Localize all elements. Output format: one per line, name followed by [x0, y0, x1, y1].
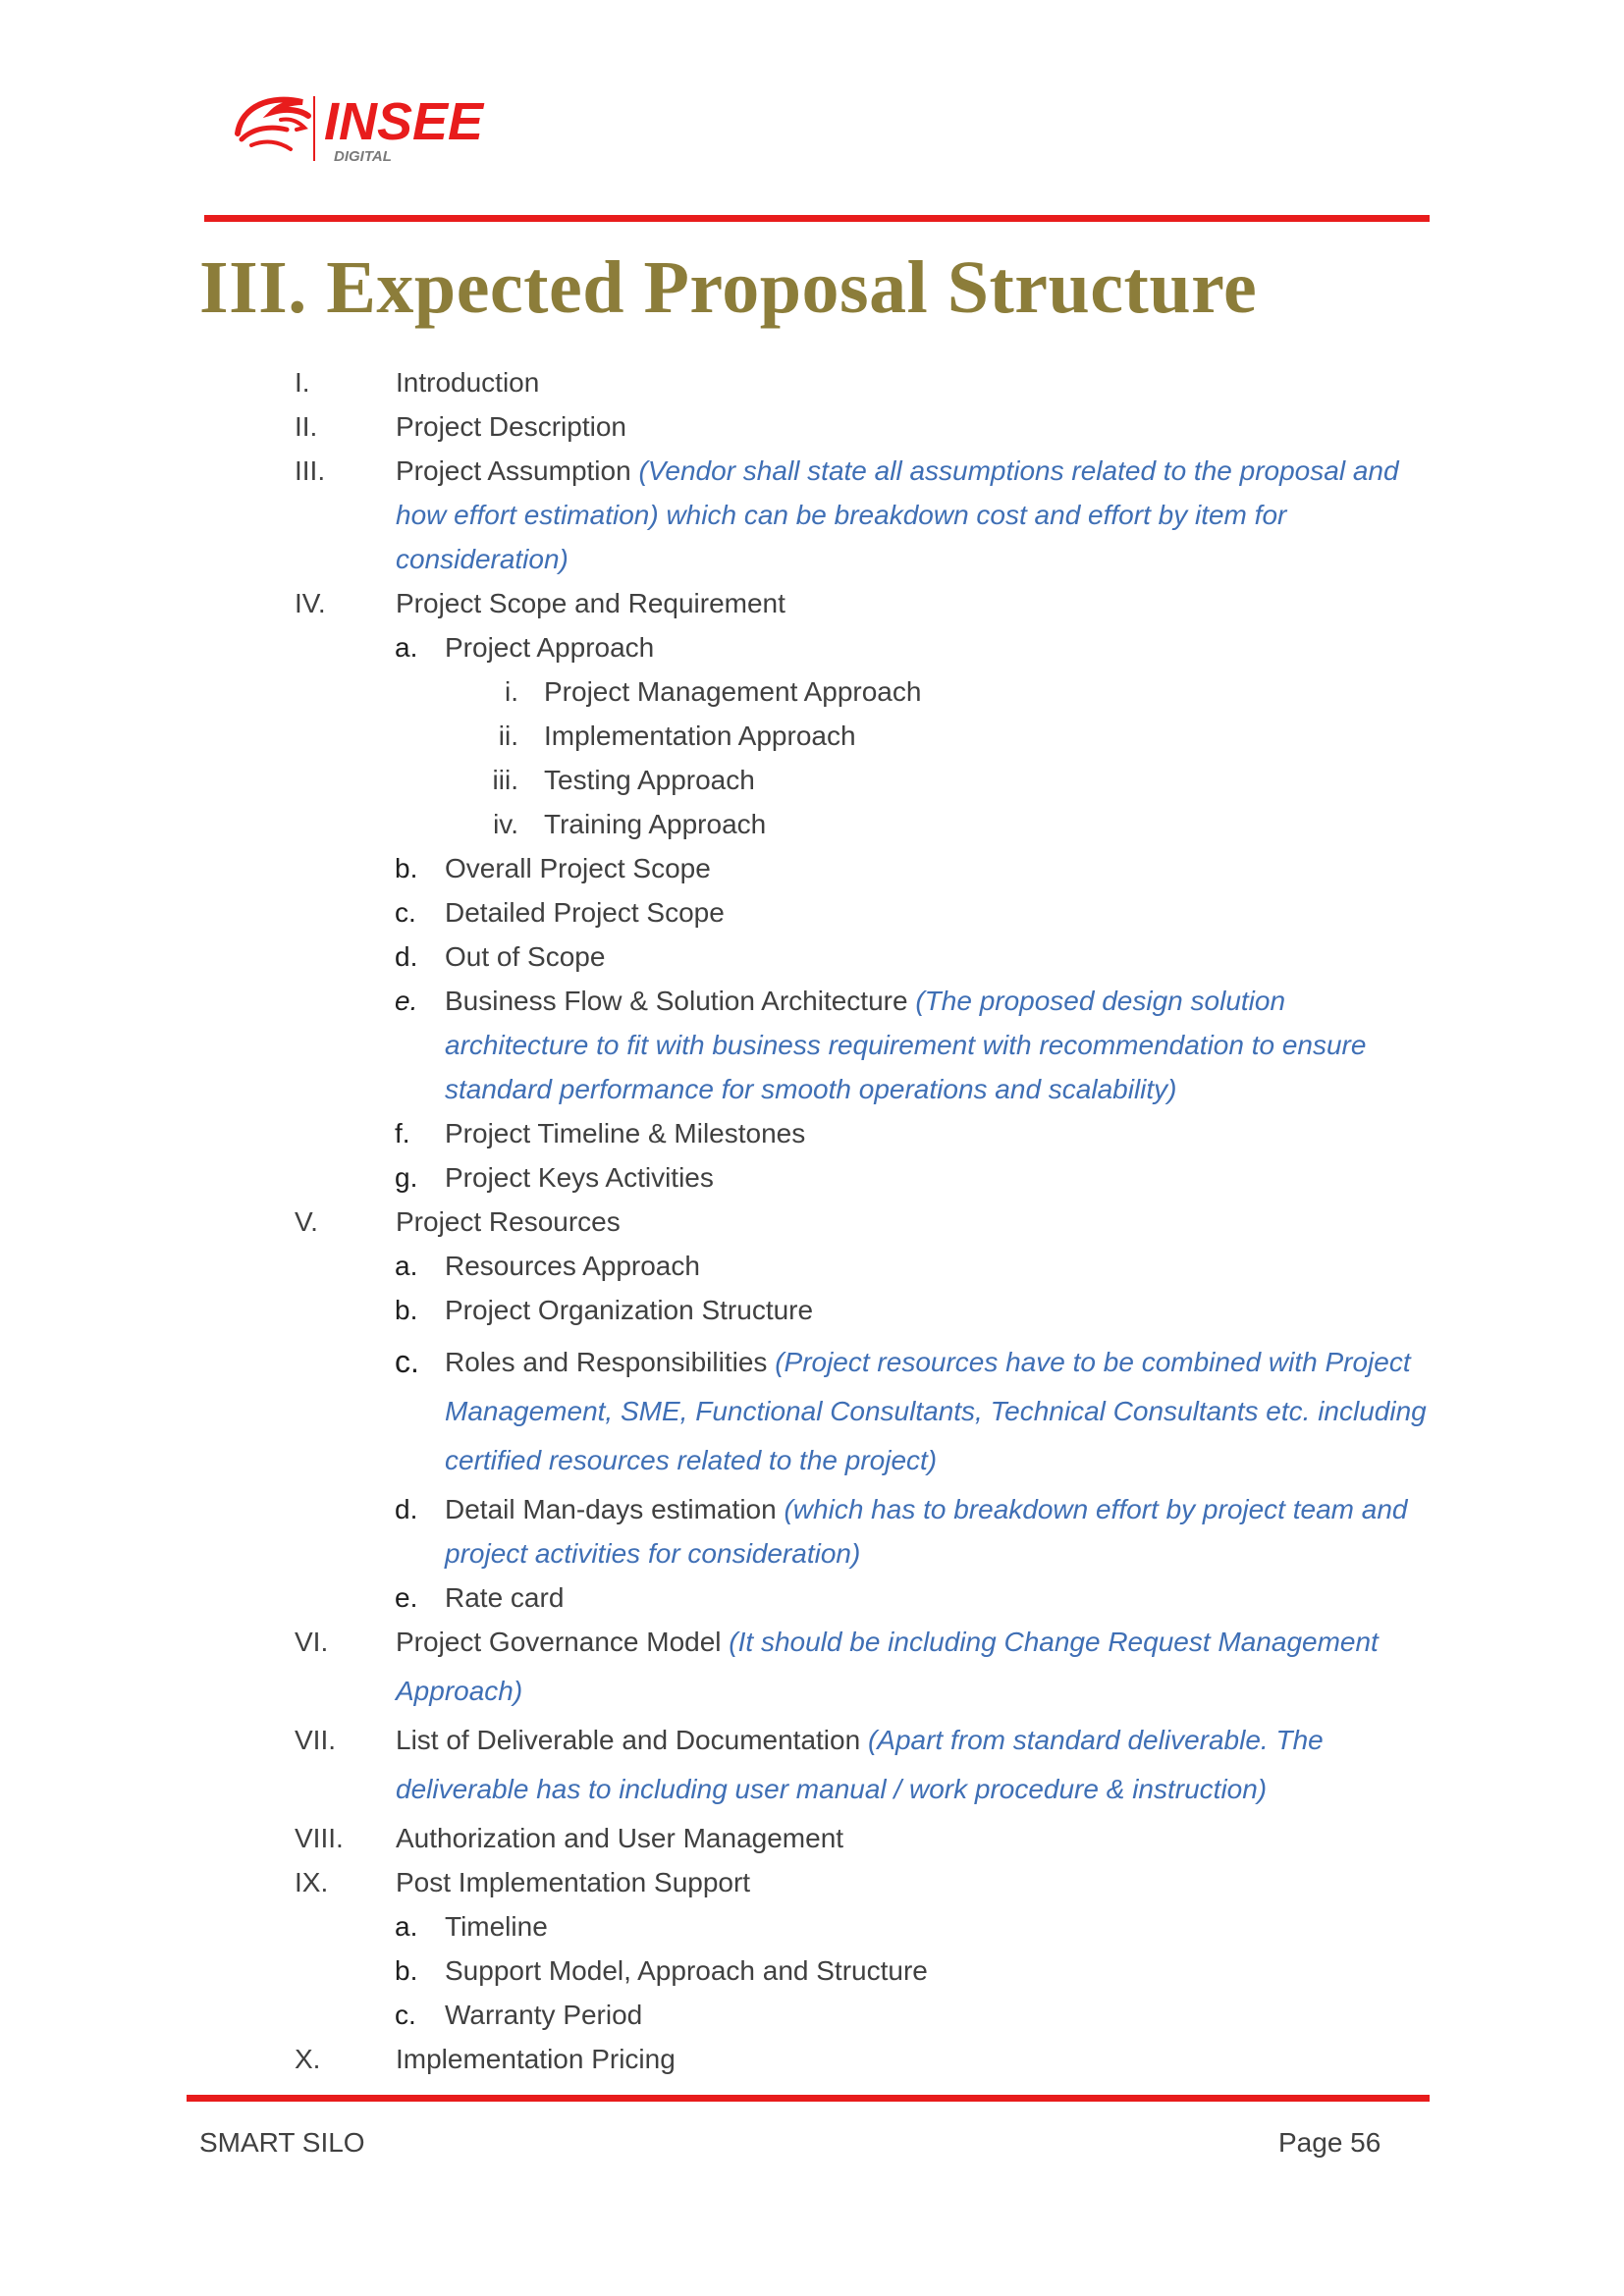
note-line: consideration): [396, 544, 568, 574]
item-text: Introduction: [396, 367, 540, 398]
sub-sub-item-numeral: i.: [505, 676, 518, 707]
sub-item-letter: d.: [395, 941, 418, 972]
insee-digital-logo: [232, 90, 516, 167]
sub-item-letter: b.: [395, 1295, 418, 1325]
sub-sub-item-text: Implementation Approach: [544, 721, 856, 751]
item-text: Project Resources: [396, 1206, 621, 1237]
sub-item-text: Business Flow & Solution Architecture: [445, 986, 908, 1016]
item-text: Authorization and User Management: [396, 1823, 844, 1853]
item-text: Implementation Pricing: [396, 2044, 676, 2074]
item-number: IX.: [295, 1867, 329, 1897]
item-note: (Apart from standard deliverable. The: [867, 1725, 1324, 1755]
sub-item-text: Support Model, Approach and Structure: [445, 1955, 928, 1986]
sub-item-text: Project Keys Activities: [445, 1162, 714, 1193]
sub-item-text: Roles and Responsibilities: [445, 1347, 768, 1377]
item-number: III.: [295, 455, 326, 486]
sub-sub-item-numeral: ii.: [498, 721, 518, 751]
item-text: List of Deliverable and Documentation: [396, 1725, 861, 1755]
sub-item-text: Project Timeline & Milestones: [445, 1118, 806, 1148]
sub-item-text: Overall Project Scope: [445, 853, 711, 883]
note-line: deliverable has to including user manual / work procedure & instruction): [396, 1774, 1268, 1804]
sub-sub-item-text: Training Approach: [544, 809, 767, 839]
sub-sub-item-text: Project Management Approach: [544, 676, 922, 707]
item-number: VIII.: [295, 1823, 344, 1853]
item-note: (Vendor shall state all assumptions related to the proposal and: [638, 455, 1399, 486]
item-text-with-note: [396, 449, 1399, 493]
sub-sub-item-text: Testing Approach: [544, 765, 755, 795]
note-line: how effort estimation) which can be breakdown cost and effort by item for: [396, 500, 1287, 530]
item-text-with-note: [396, 1718, 1324, 1762]
note-line: standard performance for smooth operations and scalability): [445, 1074, 1177, 1104]
sub-sub-item-numeral: iv.: [493, 809, 518, 839]
note-line: Management, SME, Functional Consultants, Technical Consultants etc. including: [445, 1396, 1427, 1426]
sub-item-text: Detail Man-days estimation: [445, 1494, 777, 1524]
item-text-with-note: [396, 1620, 1379, 1664]
logo-text: INSEE: [324, 92, 484, 151]
sub-item-letter: d.: [395, 1494, 418, 1524]
footer-page-number: Page 56: [1278, 2127, 1381, 2158]
note-line: Approach): [396, 1676, 523, 1706]
sub-item-note: (which has to breakdown effort by project team and: [784, 1494, 1408, 1524]
item-number: V.: [295, 1206, 318, 1237]
sub-item-letter: b.: [395, 853, 418, 883]
sub-item-letter: c.: [395, 2000, 416, 2030]
sub-item-text: Detailed Project Scope: [445, 897, 725, 928]
sub-item-letter: b.: [395, 1955, 418, 1986]
sub-item-text: Resources Approach: [445, 1251, 700, 1281]
item-number: VI.: [295, 1627, 329, 1657]
header-rule: [204, 215, 1430, 222]
sub-item-text: Out of Scope: [445, 941, 606, 972]
sub-item-letter: c.: [395, 897, 416, 928]
sub-item-letter: c.: [395, 1344, 419, 1379]
sub-item-text: Warranty Period: [445, 2000, 643, 2030]
eagle-icon: [238, 100, 308, 149]
note-line: project activities for consideration): [445, 1538, 861, 1569]
sub-item-text: Rate card: [445, 1582, 565, 1613]
sub-item-letter: e.: [395, 986, 418, 1016]
sub-sub-item-numeral: iii.: [492, 765, 518, 795]
sub-item-letter: a.: [395, 1911, 418, 1942]
sub-item-text: Project Approach: [445, 632, 655, 663]
item-number: I.: [295, 367, 310, 398]
sub-item-letter: g.: [395, 1162, 418, 1193]
footer-document-name: SMART SILO: [199, 2127, 365, 2158]
item-text: Project Governance Model: [396, 1627, 722, 1657]
sub-item-letter: f.: [395, 1118, 410, 1148]
sub-item-text: Timeline: [445, 1911, 548, 1942]
sub-item-note: (The proposed design solution: [915, 986, 1286, 1016]
item-text: Project Assumption: [396, 455, 631, 486]
sub-item-text-with-note: [445, 979, 1285, 1023]
item-text: Post Implementation Support: [396, 1867, 751, 1897]
sub-item-text-with-note: [445, 1340, 1411, 1384]
sub-item-letter: e.: [395, 1582, 418, 1613]
item-note: (It should be including Change Request Management: [729, 1627, 1379, 1657]
item-number: IV.: [295, 588, 326, 618]
footer-rule: [187, 2095, 1430, 2102]
logo-subtext: DIGITAL: [334, 148, 392, 165]
sub-item-letter: a.: [395, 632, 418, 663]
sub-item-text-with-note: [445, 1487, 1408, 1531]
sub-item-letter: a.: [395, 1251, 418, 1281]
note-line: architecture to fit with business requirement with recommendation to ensure: [445, 1030, 1367, 1060]
item-number: X.: [295, 2044, 321, 2074]
sub-item-note: (Project resources have to be combined with Project: [775, 1347, 1411, 1377]
sub-item-text: Project Organization Structure: [445, 1295, 814, 1325]
item-text: Project Description: [396, 411, 626, 442]
page-title: III. Expected Proposal Structure: [199, 246, 1258, 329]
item-number: II.: [295, 411, 318, 442]
item-text: Project Scope and Requirement: [396, 588, 785, 618]
note-line: certified resources related to the project): [445, 1445, 938, 1475]
item-number: VII.: [295, 1725, 337, 1755]
